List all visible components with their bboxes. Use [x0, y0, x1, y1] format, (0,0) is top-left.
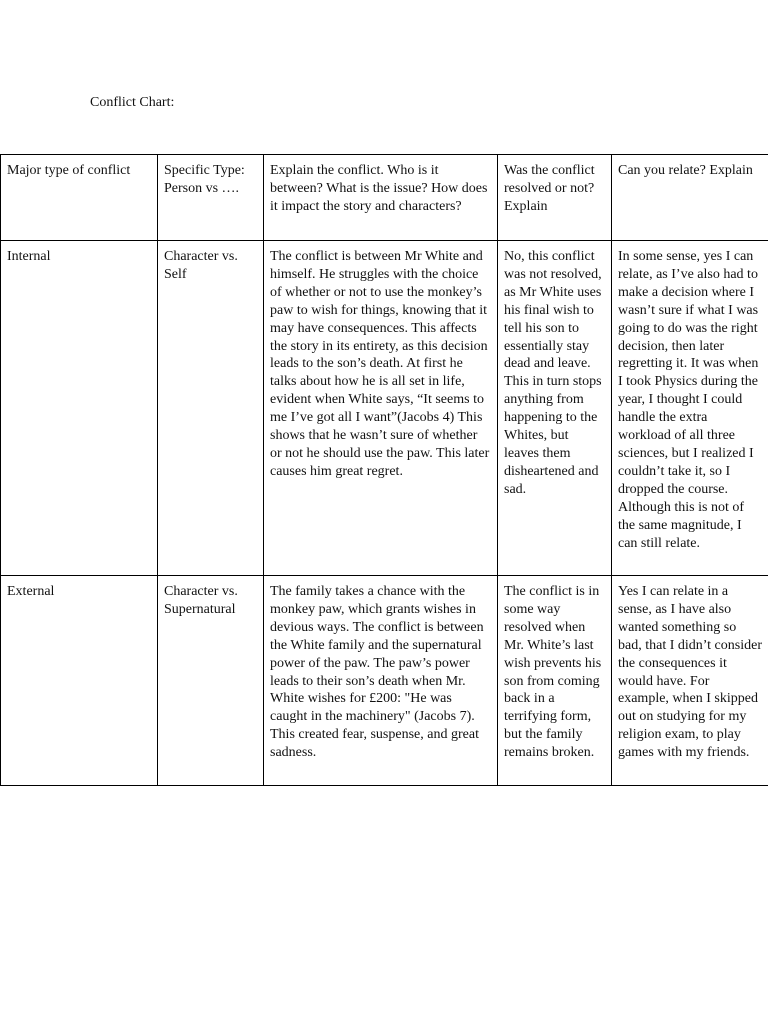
- table-cell: The conflict is between Mr White and himself. He struggles with the choice of whether or not to use the monkey’s paw to wish for things, knowing that it may have consequences. This affects the story in its entirety, as this decision leads to the son’s death. At first he talks about how he is all set in life, evident when White says, “It seems to me I’ve got all I want”(Jacobs 4) This shows that he wasn’t sure of whether or not he should use the paw. This later causes him great regret.: [264, 241, 498, 576]
- conflict-table: [0, 154, 768, 786]
- table-cell: External: [1, 576, 158, 786]
- table-cell: Internal: [1, 241, 158, 576]
- table-cell: The family takes a chance with the monkey paw, which grants wishes in devious ways. The conflict is between the White family and the supernatural power of the paw. The paw’s power leads to their son’s death when Mr. White wishes for £200: "He was caught in the machinery" (Jacobs 7). This created fear, suspense, and great sadness.: [264, 576, 498, 786]
- header-cell-conflict-type: Major type of conflict: [1, 155, 158, 241]
- table-row: [1, 241, 768, 576]
- table-cell: In some sense, yes I can relate, as I’ve also had to make a decision where I wasn’t sure if what I was going to do was the right decision, then later regretting it. It was when I took Physics during the year, I thought I could handle the extra workload of all three sciences, but I realized I couldn’t take it, so I dropped the course. Although this is not of the same magnitude, I can still relate.: [612, 241, 768, 576]
- header-cell-explain-conflict: Explain the conflict. Who is it between? What is the issue? How does it impact the story and characters?: [264, 155, 498, 241]
- table-header-row: [1, 155, 768, 241]
- page-title: Conflict Chart:: [90, 95, 175, 110]
- header-cell-specific-type: Specific Type: Person vs ….: [158, 155, 264, 241]
- table-cell: No, this conflict was not resolved, as Mr White uses his final wish to tell his son to essentially stay dead and leave. This in turn stops anything from happening to the Whites, but leaves them disheartened and sad.: [498, 241, 612, 576]
- table-cell: Yes I can relate in a sense, as I have also wanted something so bad, that I didn’t consider the consequences it would have. For example, when I skipped out on studying for my religion exam, to play games with my friends.: [612, 576, 768, 786]
- table-cell: Character vs. Self: [158, 241, 264, 576]
- table-cell: The conflict is in some way resolved when Mr. White’s last wish prevents his son from coming back in a terrifying form, but the family remains broken.: [498, 576, 612, 786]
- header-cell-relate: Can you relate? Explain: [612, 155, 768, 241]
- table-cell: Character vs. Supernatural: [158, 576, 264, 786]
- table-row: [1, 576, 768, 786]
- header-cell-resolved: Was the conflict resolved or not? Explain: [498, 155, 612, 241]
